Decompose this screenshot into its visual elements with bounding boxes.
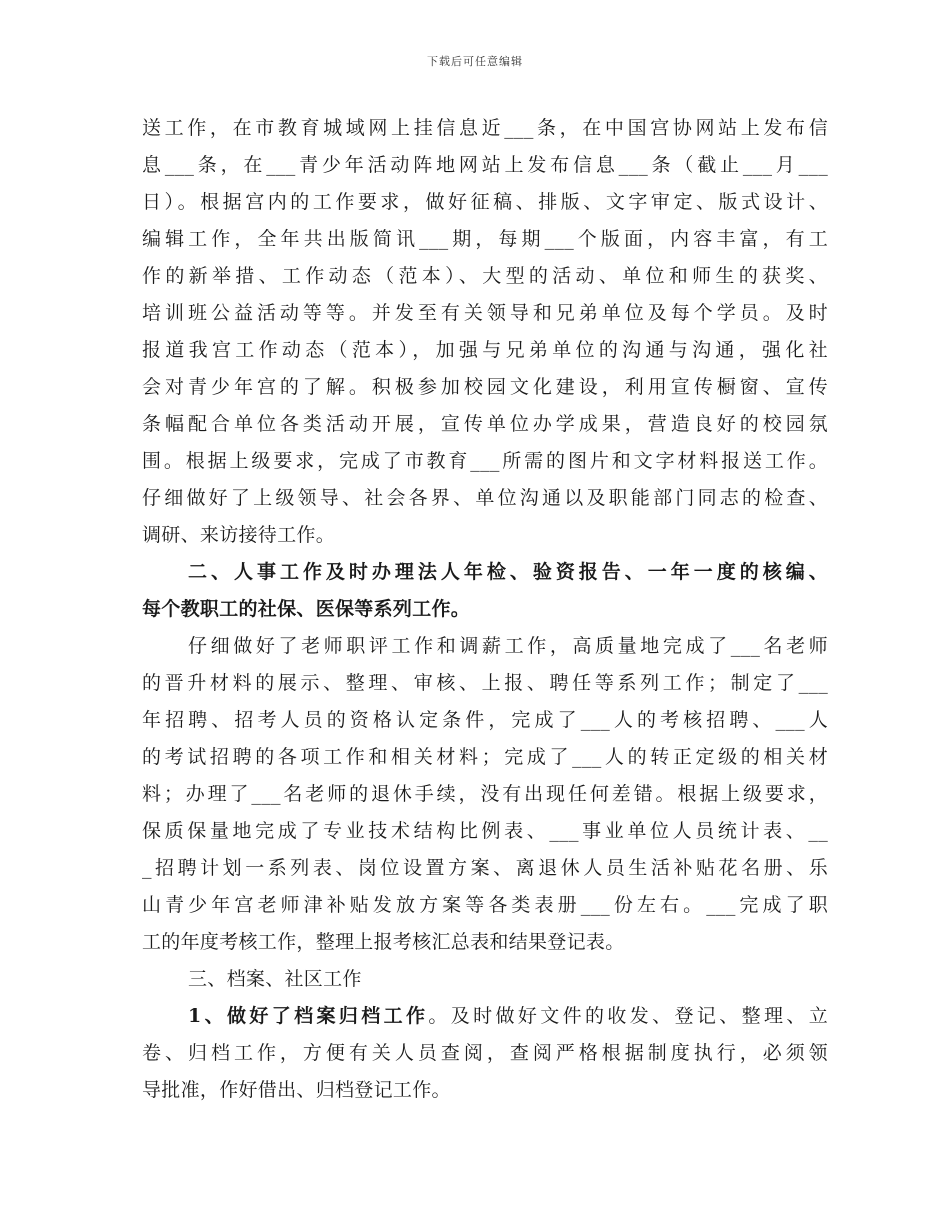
- document-body: [142, 110, 828, 1109]
- text-line: 卷、归档工作，方便有关人员查阅，查阅严格根据制度执行，必须领: [142, 1042, 828, 1064]
- section-heading-archives: 三、档案、社区工作: [188, 968, 362, 990]
- heading-line: 二、人事工作及时办理法人年检、验资报告、一年一度的核编、: [188, 561, 828, 583]
- heading-line: 每个教职工的社保、医保等系列工作。: [142, 598, 471, 620]
- text-line: 编辑工作，全年共出版简讯___期，每期___个版面，内容丰富，有工: [142, 228, 828, 250]
- text-line: 保质保量地完成了专业技术结构比例表、___事业单位人员统计表、__: [142, 820, 828, 842]
- text-line: 的考试招聘的各项工作和相关材料；完成了___人的转正定级的相关材: [142, 746, 828, 768]
- text-line: 培训班公益活动等等。并发至有关领导和兄弟单位及每个学员。及时: [142, 302, 828, 324]
- text-line: 仔细做好了老师职评工作和调薪工作，高质量地完成了___名老师: [188, 635, 828, 657]
- paragraph-archives: [142, 998, 828, 1109]
- text-line: 息___条，在___青少年活动阵地网站上发布信息___条（截止___月___: [142, 154, 828, 176]
- text-line: 调研、来访接待工作。: [142, 524, 336, 546]
- text-line: 日）。根据宫内的工作要求，做好征稿、排版、文字审定、版式设计、: [142, 191, 828, 213]
- text-line: 的晋升材料的展示、整理、审核、上报、聘任等系列工作；制定了___: [142, 672, 828, 694]
- text-line: 条幅配合单位各类活动开展，宣传单位办学成果，营造良好的校园氛: [142, 413, 828, 435]
- text-line: 作的新举措、工作动态（范本）、大型的活动、单位和师生的获奖、: [142, 265, 828, 287]
- text-line: 料；办理了___名老师的退休手续，没有出现任何差错。根据上级要求，: [142, 783, 828, 805]
- archives-lead: 1、做好了档案归档工作: [188, 1005, 429, 1027]
- text-line: _招聘计划一系列表、岗位设置方案、离退休人员生活补贴花名册、乐: [142, 857, 828, 879]
- text-line: 山青少年宫老师津补贴发放方案等各类表册___份左右。___完成了职: [142, 894, 828, 916]
- text-line: 送工作，在市教育城域网上挂信息近___条，在中国宫协网站上发布信: [142, 117, 828, 139]
- text-line: [142, 998, 828, 1035]
- text-line: 导批准，作好借出、归档登记工作。: [142, 1079, 451, 1101]
- text-line: 工的年度考核工作，整理上报考核汇总表和结果登记表。: [142, 931, 625, 953]
- section-heading-personnel: [142, 554, 828, 628]
- text-line: 围。根据上级要求，完成了市教育___所需的图片和文字材料报送工作。: [142, 450, 828, 472]
- archives-line1-rest: 。及时做好文件的收发、登记、整理、立: [428, 1005, 828, 1027]
- paragraph-publicity: [142, 110, 828, 554]
- text-line: 年招聘、招考人员的资格认定条件，完成了___人的考核招聘、___人: [142, 709, 828, 731]
- paragraph-personnel: [142, 628, 828, 961]
- text-line: 会对青少年宫的了解。积极参加校园文化建设，利用宣传橱窗、宣传: [142, 376, 828, 398]
- page-header: 下载后可任意编辑: [427, 55, 523, 68]
- text-line: 报道我宫工作动态（范本），加强与兄弟单位的沟通与沟通，强化社: [142, 339, 828, 361]
- text-line: 仔细做好了上级领导、社会各界、单位沟通以及职能部门同志的检查、: [142, 487, 828, 509]
